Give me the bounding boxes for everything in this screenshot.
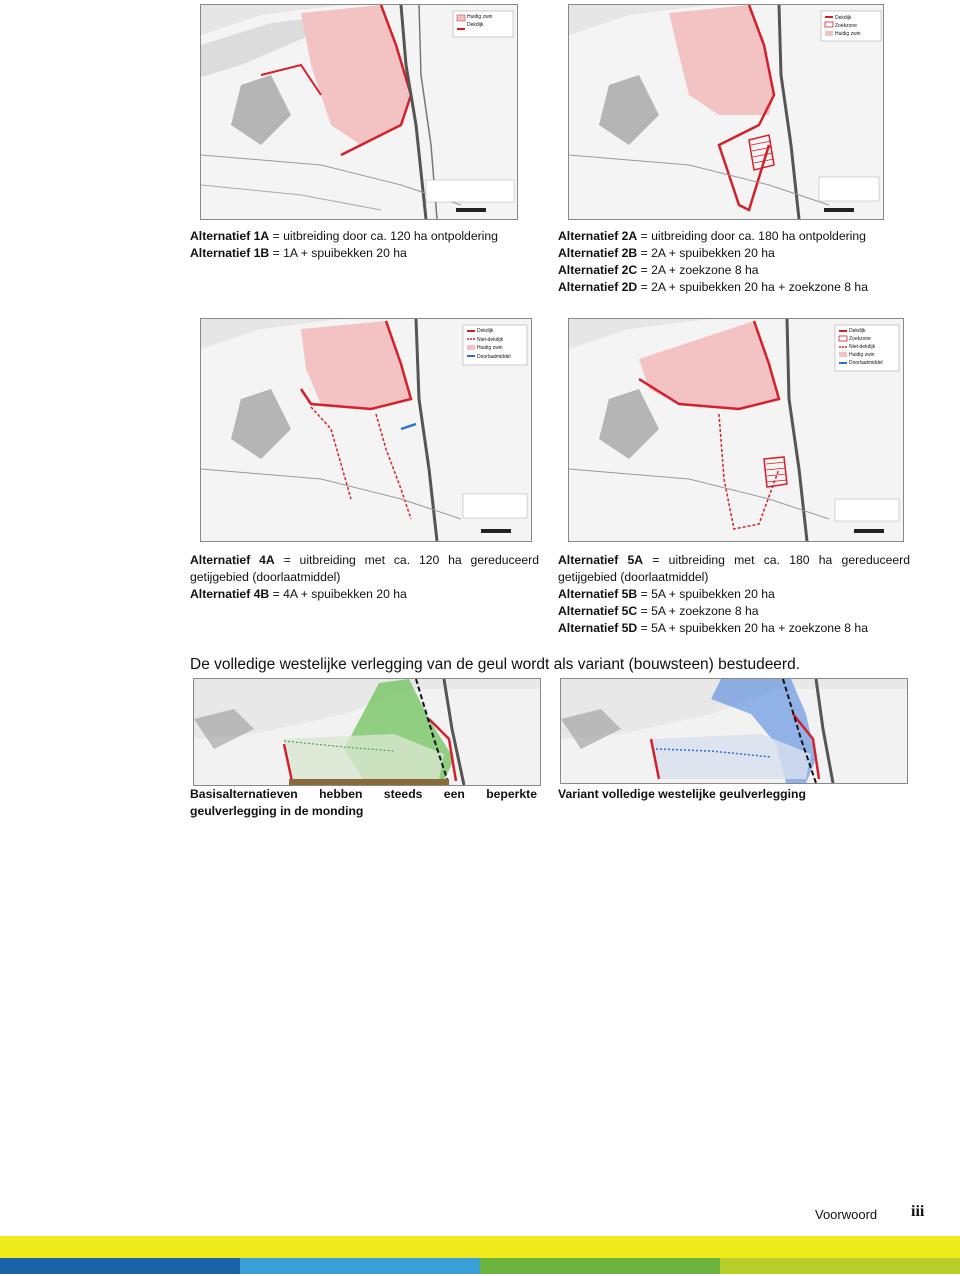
legend-item: Huidig zwin (835, 31, 861, 37)
caption-line (190, 245, 498, 262)
caption-line: Basisalternatieven hebben steeds een beperkte (190, 787, 537, 801)
caption-line (558, 228, 868, 245)
legend-item: Huidig zwin (477, 345, 503, 351)
map-alternatief-4 (200, 318, 532, 542)
caption-bold: Alternatief 2A (558, 229, 638, 243)
caption-line: getijgebied (doorlaatmiddel) (558, 570, 709, 584)
map-legend (467, 13, 493, 29)
caption-text: = uitbreiding met ca. 180 ha gereduceerd (643, 553, 910, 567)
caption-line: Variant volledige westelijke geulverlegging (558, 787, 806, 801)
caption-text: = uitbreiding door ca. 180 ha ontpoldering (637, 229, 866, 243)
page-number: iii (911, 1203, 925, 1220)
map-variant-drawing (561, 679, 907, 783)
caption-text: = 1A + spuibekken 20 ha (269, 246, 407, 260)
caption-bold: Alternatief 5C (558, 604, 638, 618)
map-legend (477, 327, 511, 361)
legend-item: Niet-dekdijk (477, 336, 504, 343)
map-alternatief-2 (568, 4, 884, 220)
footer-band-blue (0, 1258, 240, 1274)
legend-item: Dekdijk (849, 328, 866, 334)
caption-line: geulverlegging in de monding (190, 804, 364, 818)
caption-alternatief-1 (190, 228, 498, 262)
caption-line (558, 262, 868, 279)
footer-band-cyan (240, 1258, 480, 1274)
caption-line (558, 603, 910, 620)
footer-band-green (480, 1258, 720, 1274)
caption-line (558, 586, 910, 603)
map-alternatief-1-drawing (201, 5, 517, 219)
footer-section-label: Voorwoord (815, 1207, 878, 1222)
legend-item: Zoekzone (849, 336, 871, 342)
legend-item: Huidig zwin (467, 14, 493, 20)
caption-text: = 2A + spuibekken 20 ha + zoekzone 8 ha (637, 280, 868, 294)
map-variant-westelijke-geulverlegging (560, 678, 908, 784)
footer-band-yellow (0, 1236, 960, 1258)
legend-item: Huidig zwin (849, 352, 875, 358)
legend-item: Dekdijk (477, 328, 494, 334)
legend-item: Dekdijk (467, 22, 484, 28)
caption-text: = uitbreiding met ca. 120 ha gereduceerd (274, 553, 539, 567)
caption-alternatief-4 (190, 552, 539, 603)
map-alternatief-5 (568, 318, 904, 542)
caption-bold: Alternatief 4A (190, 553, 275, 567)
caption-variant (558, 786, 806, 803)
caption-line (190, 228, 498, 245)
caption-alternatief-2 (558, 228, 868, 296)
caption-line: getijgebied (doorlaatmiddel) (190, 570, 341, 584)
caption-alternatief-5 (558, 552, 910, 637)
map-basisalternatieven-drawing (194, 679, 540, 785)
caption-bold: Alternatief 2C (558, 263, 638, 277)
legend-item: Zoekzone (835, 23, 857, 29)
map-basisalternatieven (193, 678, 541, 786)
caption-bold: Alternatief 2D (558, 280, 638, 294)
caption-text: = 2A + zoekzone 8 ha (637, 263, 759, 277)
caption-text: = 4A + spuibekken 20 ha (269, 587, 407, 601)
caption-text: = 5A + spuibekken 20 ha + zoekzone 8 ha (637, 621, 868, 635)
caption-bold: Alternatief 4B (190, 587, 270, 601)
caption-bold: Alternatief 1B (190, 246, 270, 260)
caption-line (558, 279, 868, 296)
map-alternatief-1 (200, 4, 518, 220)
caption-line (558, 245, 868, 262)
legend-item: Dekdijk (835, 15, 852, 21)
caption-text: = 5A + zoekzone 8 ha (637, 604, 759, 618)
caption-basisalternatieven (190, 786, 537, 820)
caption-bold: Alternatief 5D (558, 621, 638, 635)
legend-item: Doorlaatmiddel (477, 353, 511, 360)
caption-line (558, 552, 910, 569)
legend-item: Doorlaatmiddel (849, 360, 883, 366)
caption-bold: Alternatief 2B (558, 246, 638, 260)
caption-text: = 5A + spuibekken 20 ha (637, 587, 775, 601)
caption-bold: Alternatief 5A (558, 553, 644, 567)
section-heading: De volledige westelijke verlegging van de geul wordt als variant (bouwsteen) bestudeerd. (190, 656, 801, 673)
caption-bold: Alternatief 1A (190, 229, 270, 243)
footer-band-colors (0, 1258, 960, 1274)
caption-bold: Alternatief 5B (558, 587, 638, 601)
footer-band-lime (720, 1258, 960, 1274)
caption-text: = uitbreiding door ca. 120 ha ontpoldering (269, 229, 498, 243)
caption-line (190, 586, 539, 603)
caption-line (190, 552, 539, 569)
caption-text: = 2A + spuibekken 20 ha (637, 246, 775, 260)
map-legend (849, 327, 883, 367)
caption-line (558, 620, 910, 637)
map-legend (835, 14, 861, 38)
legend-item: Niet-dekdijk (849, 344, 876, 350)
